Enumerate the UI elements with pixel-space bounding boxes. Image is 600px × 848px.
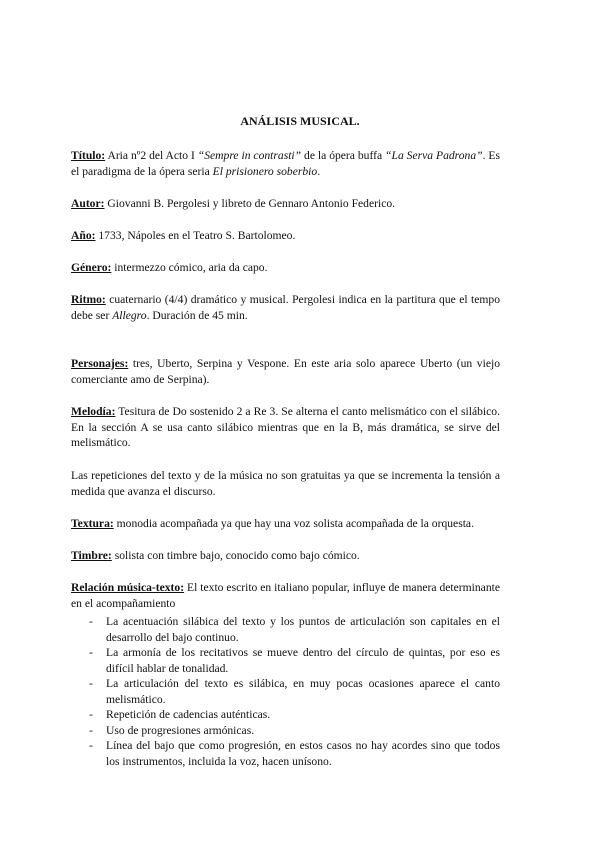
personajes-label: Personajes: [71,357,129,370]
list-item-text: Uso de progresiones armónicas. [106,723,255,737]
list-bullet: - [89,723,93,737]
ritmo-tempo: Allegro [112,308,147,322]
autor-label: Autor: [71,197,105,210]
titulo-text-1: Aria nº2 del Acto I [105,149,198,162]
list-item [71,676,500,707]
relacion-text: El texto escrito en italiano popular, influye de manera determinante en el acompañamiento [71,581,500,610]
melodia-paragraph [71,404,500,451]
textura-label: Textura: [71,517,114,530]
ritmo-paragraph [71,292,500,323]
ritmo-text-1: cuaternario (4/4) dramático y musical. Pergolesi indica en la partitura que el tempo debe ser [71,293,500,322]
melodia-text: Tesitura de Do sostenido 2 a Re 3. Se alterna el canto melismático con el silábico. En la sección A se usa canto silábico mientras que en la B, más dramática, se sirve del melismático. [71,405,500,449]
anio-text: 1733, Nápoles en el Teatro S. Bartolomeo. [95,229,296,242]
textura-text: monodia acompañada ya que hay una voz solista acompañada de la orquesta. [113,517,474,530]
list-item-text: Línea del bajo que como progresión, en estos casos no hay acordes sino que todos los instrumentos, incluida la voz, hacen unísono. [106,739,500,768]
titulo-text-3: . Es el paradigma de la ópera seria [71,149,501,178]
titulo-label: Título: [71,149,106,162]
list-bullet: - [89,615,93,628]
personajes-text: tres, Uberto, Serpina y Vespone. En este aria solo aparece Uberto (un viejo comerciante amo de Serpina). [71,357,500,386]
timbre-text: solista con timbre bajo, conocido como bajo cómico. [111,549,360,562]
titulo-text-2: de la ópera buffa [301,149,386,162]
anio-paragraph [71,228,500,244]
genero-label: Género: [71,261,112,274]
list-item [71,738,500,769]
titulo-text-4: . [317,164,321,178]
list-bullet: - [89,677,93,690]
anio-label: Año: [71,229,96,242]
list-item [71,645,500,676]
titulo-opera-name: “La Serva Padrona” [385,149,483,162]
autor-text: Giovanni B. Pergolesi y libreto de Gennaro Antonio Federico. [104,197,396,210]
list-item [71,614,500,645]
personajes-paragraph [71,356,500,387]
timbre-paragraph [71,548,500,564]
relacion-label: Relación música-texto: [71,581,185,594]
ritmo-text-2: . Duración de 45 min. [146,308,248,322]
textura-paragraph [71,516,500,532]
melodia-label: Melodía: [71,405,116,418]
titulo-aria-name: “Sempre in contrasti” [197,149,302,162]
document-title: ANÁLISIS MUSICAL. [240,114,360,128]
relacion-list [71,614,500,769]
list-item-text: La articulación del texto es silábica, en muy pocas ocasiones aparece el canto melismático. [106,677,500,706]
titulo-seria-name: El prisionero soberbio [212,164,318,178]
list-bullet: - [89,739,93,752]
titulo-paragraph [71,148,500,179]
list-item-text: La acentuación silábica del texto y los puntos de articulación son capitales en el desarrollo del bajo continuo. [106,615,500,644]
list-item [71,723,500,739]
list-bullet: - [89,708,93,721]
list-bullet: - [89,646,93,659]
repeticiones-paragraph: Las repeticiones del texto y de la música no son gratuitas ya que se incrementa la tensión a medida que avanza el discurso. [71,469,500,498]
relacion-paragraph [71,580,500,611]
timbre-label: Timbre: [71,549,112,562]
genero-paragraph [71,260,500,276]
list-item [71,707,500,723]
autor-paragraph [71,196,500,212]
genero-text: intermezzo cómico, aria da capo. [111,261,268,274]
list-item-text: Repetición de cadencias auténticas. [106,708,271,721]
list-item-text: La armonía de los recitativos se mueve dentro del círculo de quintas, por eso es difícil hablar de tonalidad. [106,646,500,675]
ritmo-label: Ritmo: [71,293,106,306]
